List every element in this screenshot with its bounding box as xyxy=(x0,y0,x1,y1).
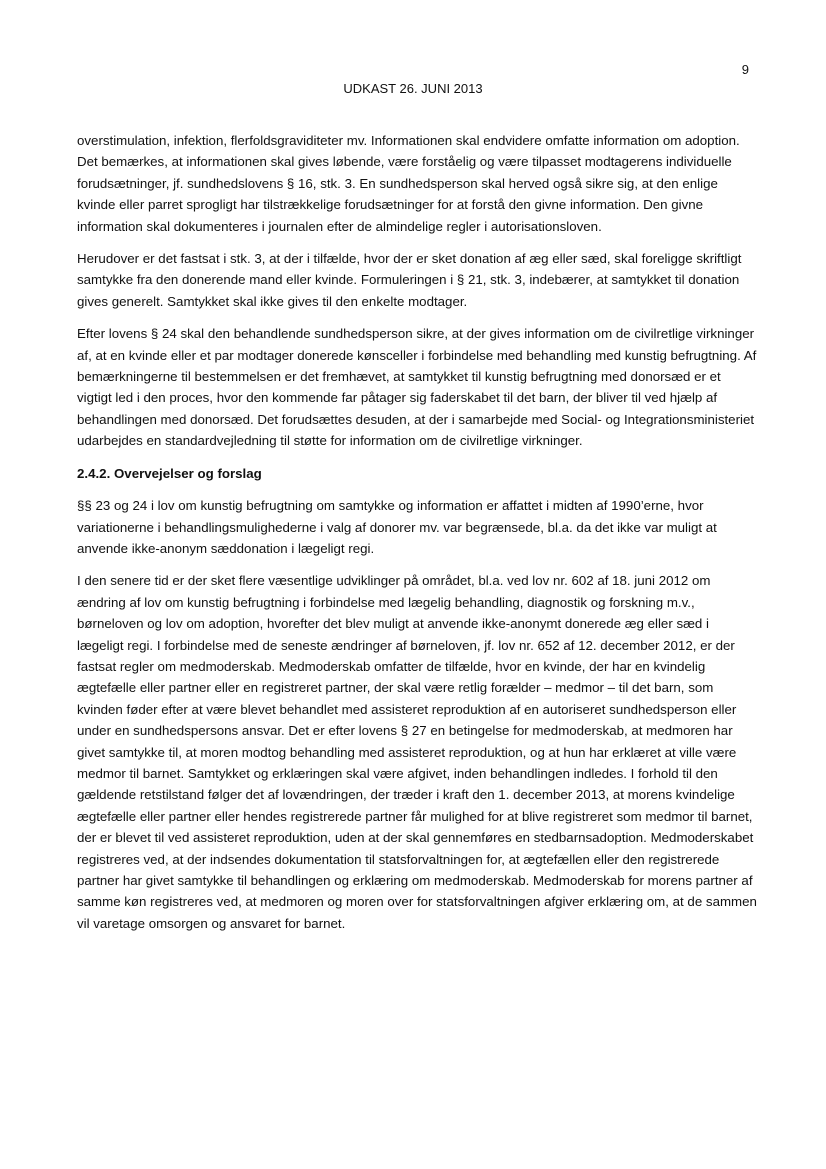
paragraph-sections-23-24: §§ 23 og 24 i lov om kunstig befrugtning om samtykke og information er affattet i midten af 1990’erne, hvor variationerne i behandlingsmulighederne i valg af donorer mv. var begrænsede, bl.a. da det ikke var muligt at anvende ikke-anonym sæddonation i lægeligt regi. xyxy=(77,498,717,556)
paragraph-information-requirements: overstimulation, infektion, flerfoldsgraviditeter mv. Informationen skal endvidere omfatte information om adoption. Det bemærkes, at informationen skal gives løbende, være forståelig og være tilpasset modtagerens individuelle forudsætninger, jf. sundhedslovens § 16, stk. 3. En sundhedsperson skal herved også sikre sig, at den enlige kvinde eller parret sprogligt har tilstrækkelige forudsætninger for at forstå den givne information. Den givne information skal dokumenteres i journalen efter de almindelige regler i autorisationsloven. xyxy=(77,133,740,234)
paragraph-recent-developments: I den senere tid er der sket flere væsentlige udviklinger på området, bl.a. ved lov nr. 602 af 18. juni 2012 om ændring af lov om kunstig befrugtning i forbindelse med lægelig behandling, diagnostik og forskning m.v., børneloven og lov om adoption, hvorefter det blev muligt at anvende ikke-anonymt donerede æg eller sæd i lægeligt regi. I forbindelse med de seneste ændringer af børneloven, jf. lov nr. 652 af 12. december 2012, er der fastsat regler om medmoderskab. Medmoderskab omfatter de tilfælde, hvor en kvinde, der har en kvindelig ægtefælle eller partner eller en registreret partner, der skal være retlig forælder – medmor – til det barn, som kvinden føder efter at være blevet behandlet med assisteret reproduktion af en autoriseret sundhedsperson eller under en sundhedspersons ansvar. Det er efter lovens § 27 en betingelse for medmoderskab, at medmoren har givet samtykke til, at moren modtog behandling med assisteret reproduktion, og at hun har erklæret at ville være medmor til barnet. Samtykket og erklæringen skal være afgivet, inden behandlingen indledes. I forhold til den gældende retstilstand følger det af lovændringen, der træder i kraft den 1. december 2013, at morens kvindelige ægtefælle eller partner eller hendes registrerede partner får mulighed for at blive registreret som medmor til barnet, der er blevet til ved assisteret reproduktion, uden at der skal gennemføres en stedbarnsadoption. Medmoderskabet registreres ved, at der indsendes dokumentation til statsforvaltningen for, at ægtefællen eller den registrerede partner har givet samtykke til behandlingen og erklæring om medmoderskab. Medmoderskab for morens partner af samme køn registreres ved, at medmoren og moren over for statsforvaltningen afgiver erklæring om, at de sammen vil varetage omsorgen og ansvaret for barnet. xyxy=(77,573,757,931)
paragraph-civil-law-information: Efter lovens § 24 skal den behandlende sundhedsperson sikre, at der gives information om de civilretlige virkninger af, at en kvinde eller et par modtager donerede kønsceller i forbindelse med behandling med kunstig befrugtning. Af bemærkningerne til bestemmelsen er det fremhævet, at samtykket til kunstig befrugtning med donorsæd er et vigtigt led i den proces, hvor den kommende far påtager sig faderskabet til det barn, der bliver til ved hjælp af behandlingen med donorsæd. Det forudsættes desuden, at der i samarbejde med Social- og Integrationsministeriet udarbejdes en standardvejledning til støtte for information om de civilretlige virkninger. xyxy=(77,326,757,449)
section-heading: 2.4.2. Overvejelser og forslag xyxy=(77,465,262,481)
document-body xyxy=(77,130,757,945)
page-number: 9 xyxy=(741,62,749,77)
paragraph-donor-consent: Herudover er det fastsat i stk. 3, at der i tilfælde, hvor der er sket donation af æg eller sæd, skal foreligge skriftligt samtykke fra den donerende mand eller kvinde. Formuleringen i § 21, stk. 3, indebærer, at samtykket til donation gives generelt. Samtykket skal ikke gives til den enkelte modtager. xyxy=(77,251,742,309)
draft-header: UDKAST 26. JUNI 2013 xyxy=(343,81,483,96)
